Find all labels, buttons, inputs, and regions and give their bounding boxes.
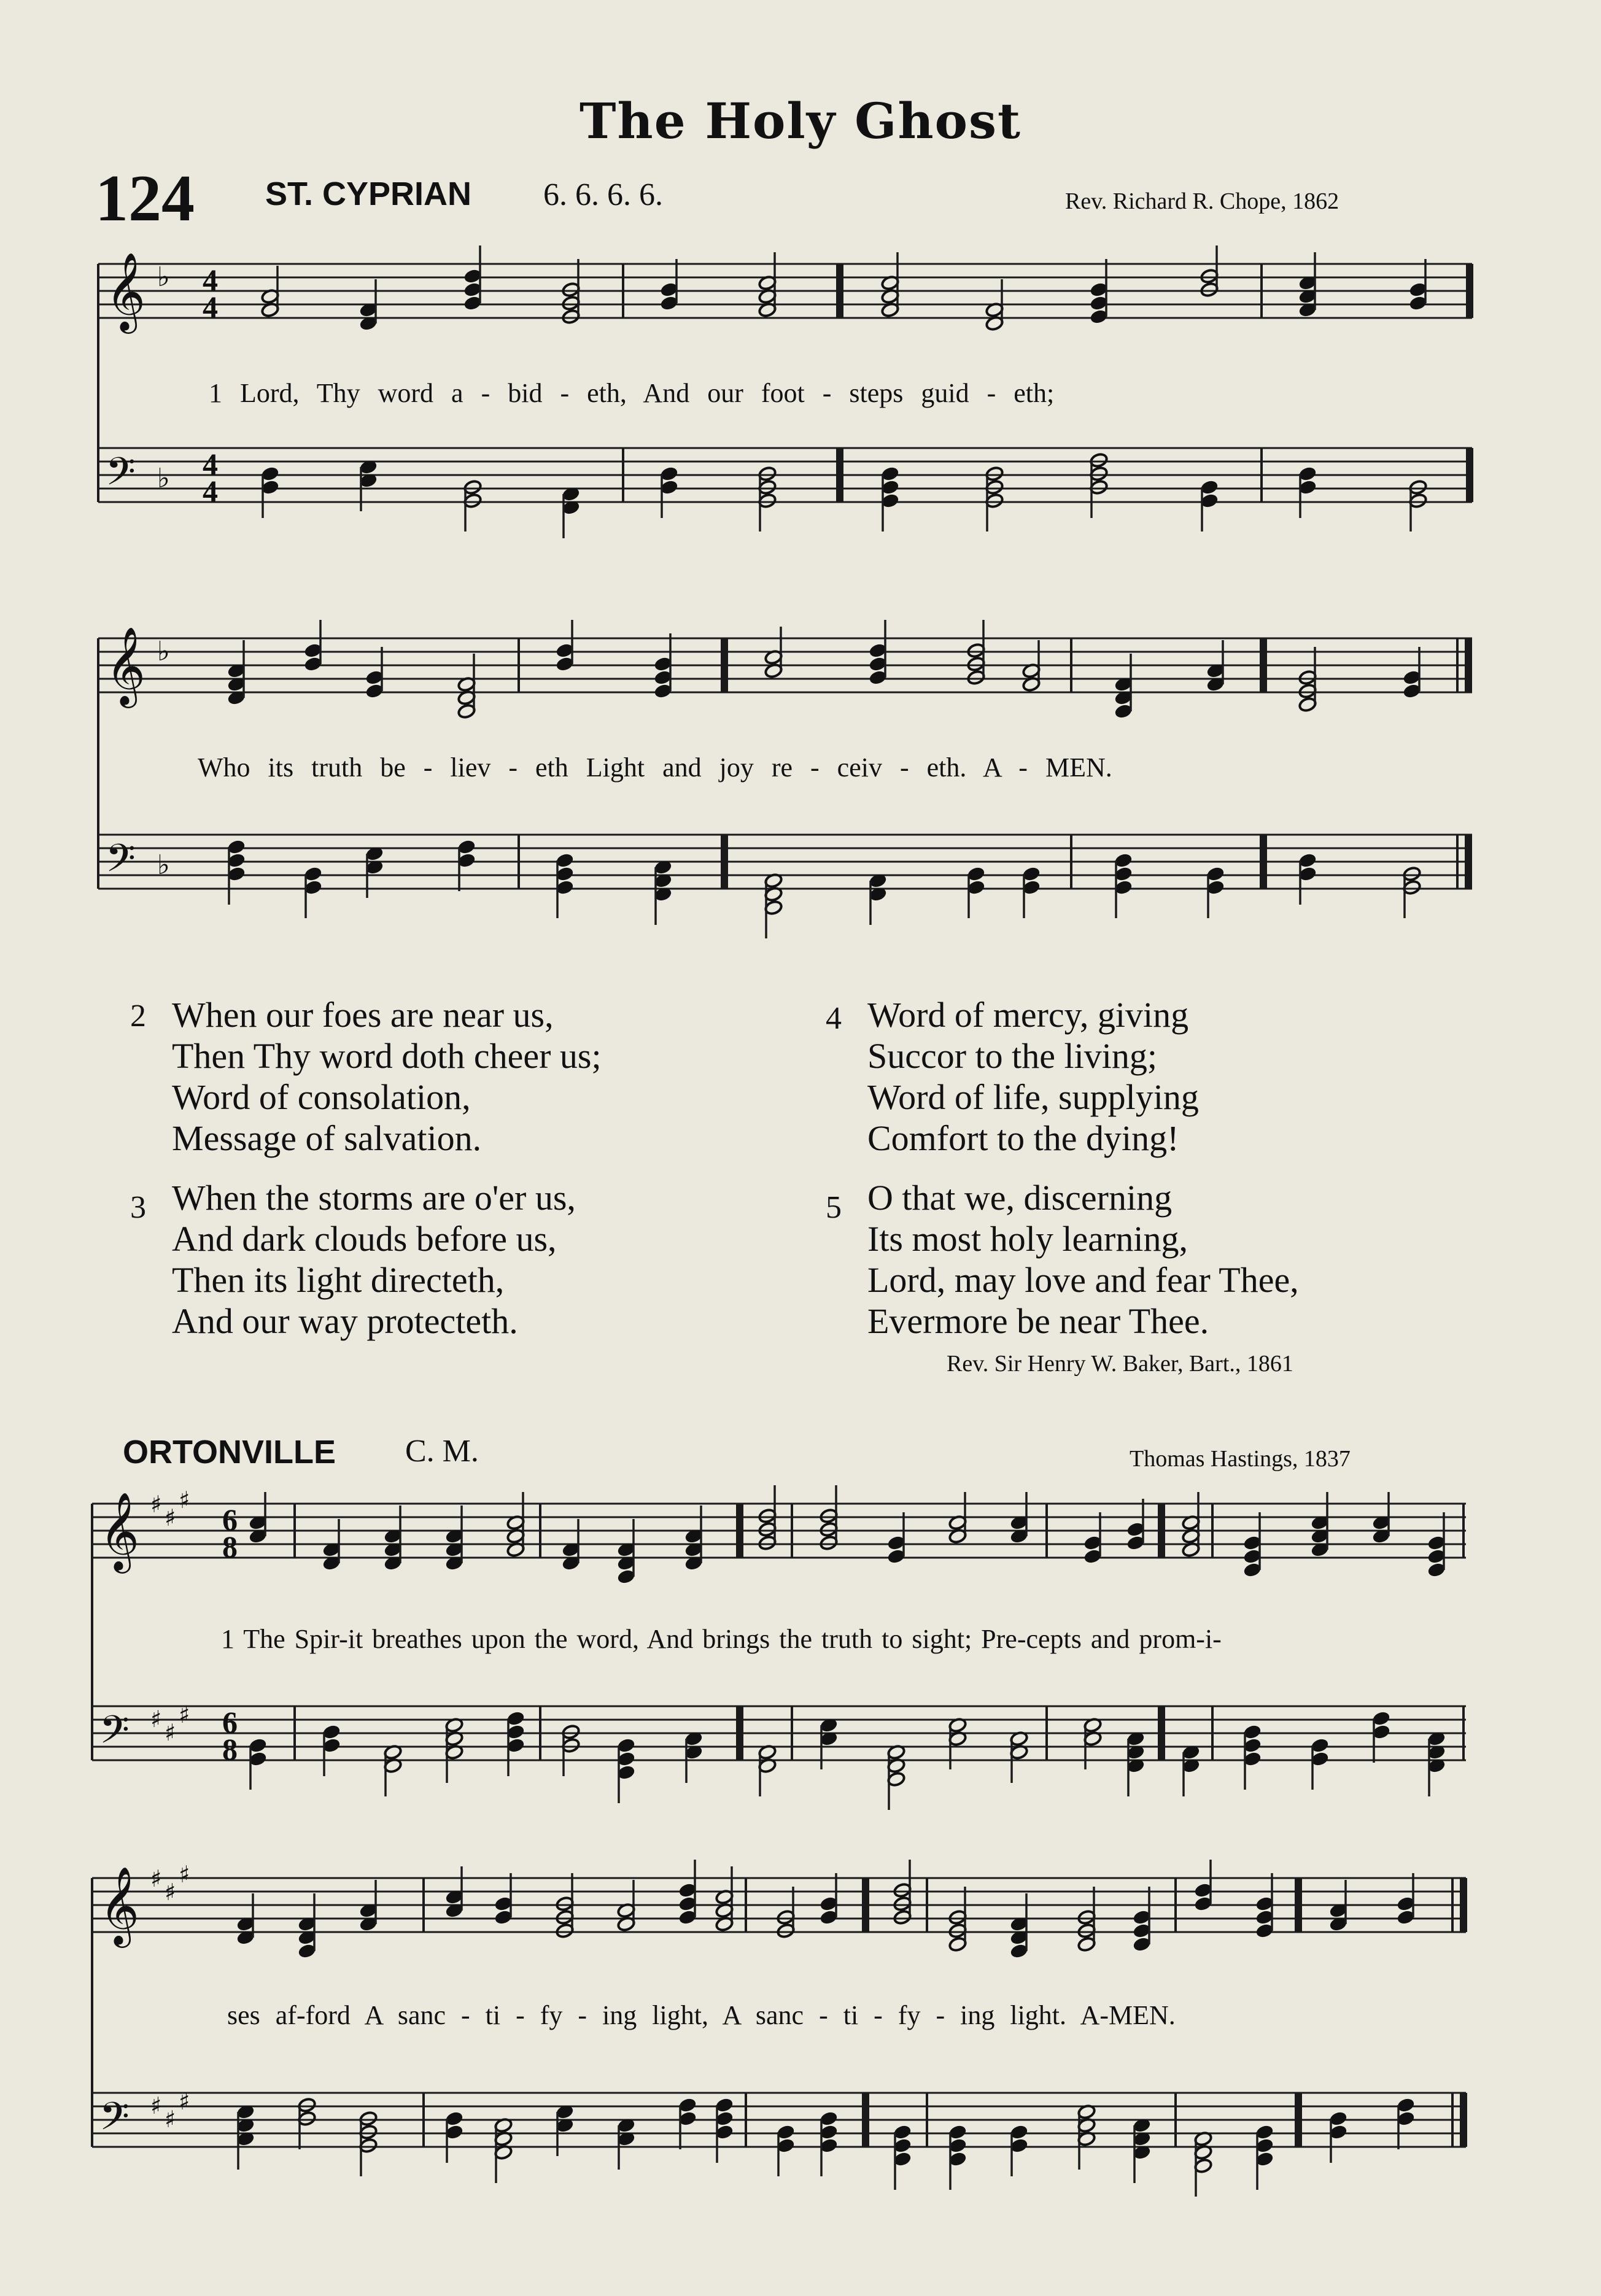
bass-clef-icon-2: 𝄢 [106,835,136,890]
bass-clef-icon-3: 𝄢 [99,1707,130,1761]
verse-number: 4 [826,1001,842,1036]
verse-line: When our foes are near us, [172,995,554,1035]
svg-text:♯: ♯ [150,1706,162,1733]
svg-text:4: 4 [203,447,218,481]
verse-line: When the storms are o'er us, [172,1178,576,1218]
svg-text:8: 8 [222,1529,238,1564]
author-credit: Rev. Sir Henry W. Baker, Bart., 1861 [947,1351,1293,1377]
treble-clef-icon-2: 𝄞 [106,626,146,705]
treble-clef-icon-3: 𝄞 [99,1491,140,1570]
hymn-number: 124 [95,162,195,235]
verse-line: Then its light directeth, [172,1260,505,1300]
verse-number: 3 [130,1190,146,1225]
verse-line: And our way protecteth. [172,1301,518,1341]
verse-line: Word of mercy, giving [867,995,1189,1035]
svg-text:♯: ♯ [150,1491,162,1518]
svg-text:6: 6 [222,1705,238,1739]
svg-text:♯: ♯ [165,2106,176,2133]
verse-line: Word of life, supplying [867,1077,1199,1117]
svg-text:♯: ♯ [150,1865,162,1892]
svg-text:♯: ♯ [150,2092,162,2119]
svg-text:♭: ♭ [157,849,170,881]
lyrics-line-3: 1 The Spir-it breathes upon the word, And brings the truth to sight; Pre-cepts and prom-i- [221,1624,1222,1654]
svg-text:♯: ♯ [165,1879,176,1906]
svg-text:8: 8 [222,1732,238,1766]
svg-text:♭: ♭ [157,636,170,667]
svg-text:♯: ♯ [179,2088,190,2115]
verse-line: Message of salvation. [172,1118,482,1158]
verse-number: 5 [826,1190,842,1225]
svg-text:4: 4 [203,474,218,508]
meter-st-cyprian: 6. 6. 6. 6. [543,177,663,212]
verse-line: Then Thy word doth cheer us; [172,1036,602,1076]
lyrics-line-1: 1 Lord, Thy word a - bid - eth, And our foot - steps guid - eth; [209,378,1055,408]
meter-ortonville: C. M. [405,1434,479,1469]
svg-text:♯: ♯ [179,1486,190,1513]
section-title: The Holy Ghost [580,92,1021,150]
svg-text:♭: ♭ [157,261,170,293]
lyrics-line-2: Who its truth be - liev - eth Light and joy re - ceiv - eth. A - MEN. [198,752,1112,783]
lyrics-line-4: ses af-ford A sanc - ti - fy - ing light, A sanc - ti - fy - ing light. A-MEN. [227,2000,1176,2030]
verse-number: 2 [130,999,146,1034]
tune-name-st-cyprian: ST. CYPRIAN [265,176,472,212]
composer-credit-ortonville: Thomas Hastings, 1837 [1130,1446,1351,1472]
bass-staff [98,448,1472,502]
treble-clef-icon: 𝄞 [106,252,146,330]
svg-text:4: 4 [203,263,218,297]
verse-line: Its most holy learning, [867,1219,1188,1259]
svg-text:♯: ♯ [165,1504,176,1531]
bass-clef-icon-4: 𝄢 [99,2093,130,2148]
verse-line: Word of consolation, [172,1077,471,1117]
bass-staff-3 [92,1706,1466,1760]
bass-clef-icon: 𝄢 [106,449,136,503]
treble-clef-icon-4: 𝄞 [99,1866,140,1944]
verse-line: Lord, may love and fear Thee, [867,1260,1299,1300]
svg-text:4: 4 [203,290,218,324]
svg-text:6: 6 [222,1502,238,1537]
svg-text:♯: ♯ [165,1719,176,1746]
verse-line: And dark clouds before us, [172,1219,557,1259]
svg-text:♭: ♭ [157,463,170,494]
composer-credit-st-cyprian: Rev. Richard R. Chope, 1862 [1065,188,1339,214]
verse-line: Succor to the living; [867,1036,1157,1076]
svg-text:♯: ♯ [179,1701,190,1728]
verse-line: O that we, discerning [867,1178,1173,1218]
verse-line: Comfort to the dying! [867,1118,1179,1158]
verse-line: Evermore be near Thee. [867,1301,1209,1341]
tune-name-ortonville: ORTONVILLE [123,1434,336,1471]
svg-text:♯: ♯ [179,1861,190,1888]
treble-staff [98,264,1472,318]
